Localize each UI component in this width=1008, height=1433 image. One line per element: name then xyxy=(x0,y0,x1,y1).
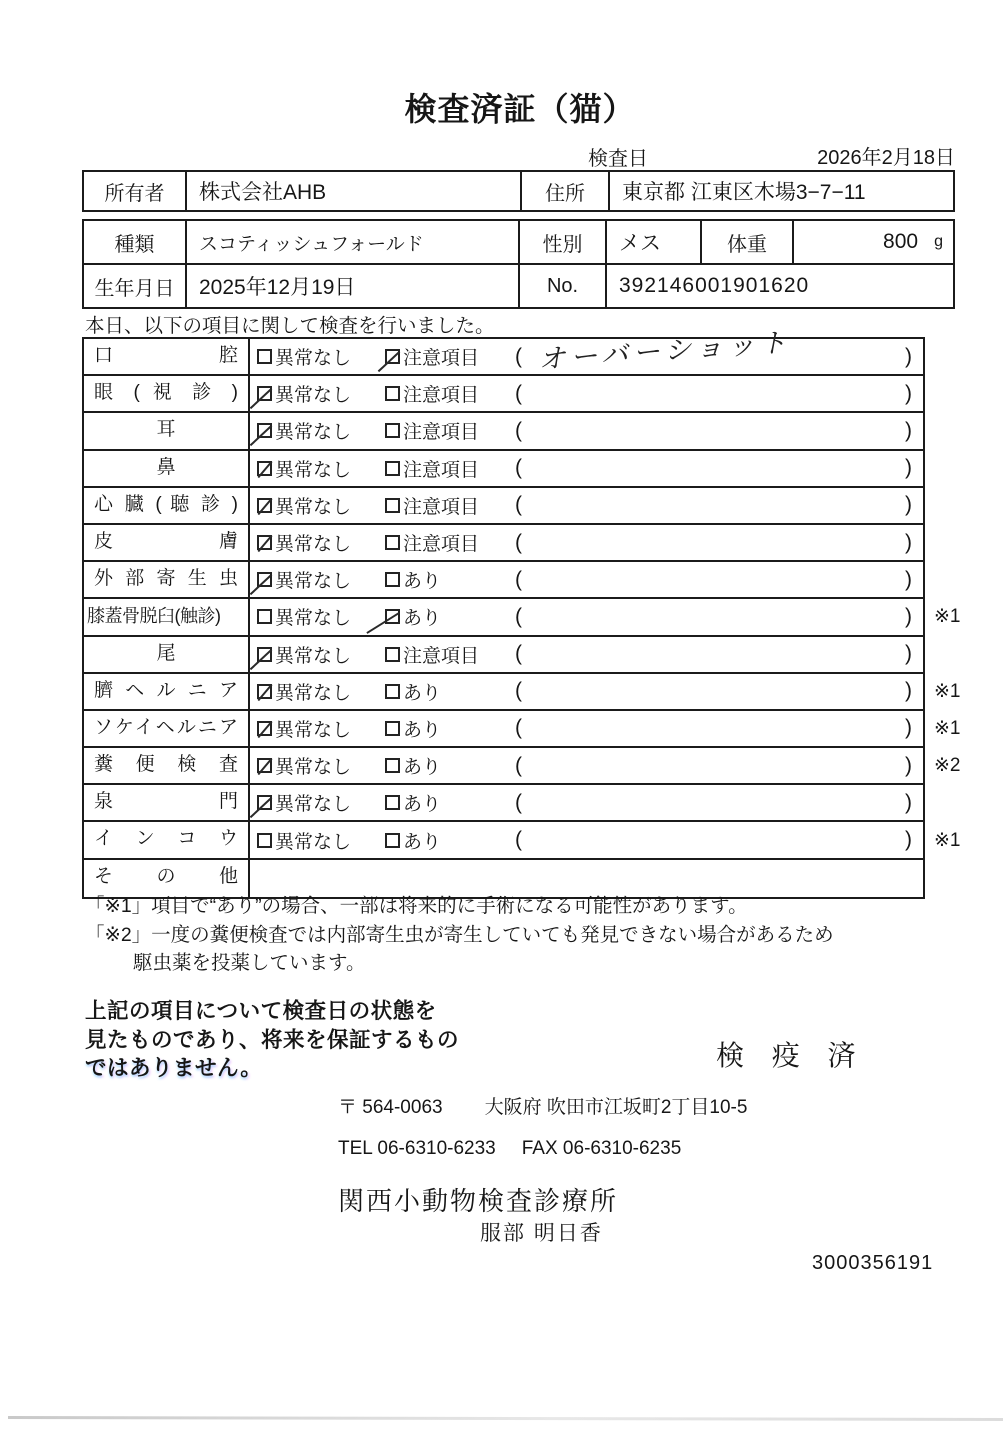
disclaimer-line: 上記の項目について検査日の状態を xyxy=(85,999,437,1023)
checkbox-icon xyxy=(257,386,272,401)
checklist-row xyxy=(84,413,923,450)
checklist-option xyxy=(385,413,479,448)
item-result-cell xyxy=(250,562,923,597)
paren-open: ( xyxy=(515,642,522,666)
quarantine-stamp: 検 疫 済 xyxy=(716,1040,866,1071)
paren-open: ( xyxy=(515,716,522,740)
checklist-option xyxy=(257,451,351,486)
item-result-cell xyxy=(250,637,923,672)
item-result-cell xyxy=(250,711,923,746)
checklist-option xyxy=(257,562,351,597)
checkbox-icon xyxy=(385,833,400,848)
item-label: 膝蓋骨脱臼(触診) xyxy=(84,599,250,634)
paren-close: ) xyxy=(905,418,912,442)
inspection-date-label: 検査日 xyxy=(588,148,648,170)
checkbox-icon xyxy=(385,684,400,699)
option-label: 異常なし xyxy=(275,831,352,853)
item-label: 泉 門 xyxy=(84,785,250,820)
pet-row-birth xyxy=(84,265,953,307)
checklist-option xyxy=(385,711,441,746)
checklist-row xyxy=(84,822,961,859)
checklist-option xyxy=(257,748,351,783)
option-label: あり xyxy=(403,794,442,816)
checkbox-icon xyxy=(257,572,272,587)
paren-close: ) xyxy=(905,790,912,814)
checklist-option xyxy=(257,488,351,523)
item-result-cell xyxy=(250,327,923,375)
checkbox-icon xyxy=(257,498,272,513)
checkmark-stroke xyxy=(257,758,272,775)
owner-row xyxy=(84,172,953,210)
paren-open: ( xyxy=(515,418,522,442)
footnote-line: 駆虫薬を投薬しています。 xyxy=(133,952,366,974)
footnotes xyxy=(85,892,834,978)
option-label: 異常なし xyxy=(275,608,352,630)
paren-open: ( xyxy=(515,790,522,814)
checkbox-icon xyxy=(257,833,272,848)
checkmark-stroke xyxy=(257,460,272,477)
checklist-row xyxy=(84,488,923,525)
checkbox-icon xyxy=(257,609,272,624)
item-result-cell xyxy=(250,451,923,486)
option-label: あり xyxy=(403,608,442,630)
checkbox-icon xyxy=(257,647,272,662)
inspection-date-value: 2026年2月18日 xyxy=(817,147,955,169)
clinic-postal: 〒 564-0063 xyxy=(338,1097,443,1118)
paren-close: ) xyxy=(905,753,912,777)
paren-open: ( xyxy=(515,604,522,628)
birth-value: 2025年12月19日 xyxy=(187,265,520,307)
birth-label: 生年月日 xyxy=(84,265,187,307)
checkbox-icon xyxy=(385,423,400,438)
checkmark-stroke xyxy=(257,684,272,701)
owner-table xyxy=(82,170,955,212)
owner-address: 東京都 江東区木場3−7−11 xyxy=(622,181,866,204)
option-label: 異常なし xyxy=(275,348,352,370)
checklist-option xyxy=(257,785,351,820)
checklist-row xyxy=(84,637,923,674)
item-result-cell xyxy=(250,674,923,709)
checklist-option xyxy=(257,413,351,448)
checkmark-stroke xyxy=(257,498,272,515)
option-label: あり xyxy=(403,757,442,779)
checklist-row xyxy=(84,748,961,785)
paren-open: ( xyxy=(515,344,522,368)
paren-open: ( xyxy=(515,530,522,554)
clinic-name: 関西小動物検査診療所 xyxy=(338,1186,619,1216)
weight-cell xyxy=(794,221,953,263)
option-label: 異常なし xyxy=(275,757,352,779)
breed-value: スコティッシュフォールド xyxy=(187,221,520,263)
disclaimer-line: 見たものであり、将来を保証するもの xyxy=(85,1027,460,1052)
option-label: あり xyxy=(403,719,442,741)
item-result-cell xyxy=(250,488,923,523)
checkmark-stroke xyxy=(250,648,273,669)
item-label: ソケイヘルニア xyxy=(84,711,250,746)
item-result-cell xyxy=(250,599,923,634)
option-label: 異常なし xyxy=(275,534,352,556)
option-label: 異常なし xyxy=(275,719,352,741)
footnote-mark: ※2 xyxy=(934,755,961,777)
item-result-cell xyxy=(250,748,923,783)
no-value: 392146001901620 xyxy=(619,274,810,297)
checklist-option xyxy=(385,488,479,523)
checklist-option xyxy=(257,674,351,709)
paren-close: ) xyxy=(905,642,912,666)
clinic-telfax-line xyxy=(338,1138,681,1160)
checklist-option xyxy=(257,637,351,672)
item-label: 口 腔 xyxy=(84,339,250,374)
paren-close: ) xyxy=(905,456,912,480)
option-label: 注意項目 xyxy=(403,422,480,444)
checkbox-icon xyxy=(257,349,272,364)
clinic-address: 大阪府 吹田市江坂町2丁目10-5 xyxy=(484,1097,748,1118)
option-label: 注意項目 xyxy=(403,534,480,556)
pet-row-breed xyxy=(84,221,953,265)
checkbox-icon xyxy=(385,758,400,773)
checkbox-icon xyxy=(257,721,272,736)
checklist-row xyxy=(84,451,923,488)
checkbox-icon xyxy=(385,721,400,736)
clinic-tel: TEL 06-6310-6233 xyxy=(338,1138,496,1159)
checklist-option xyxy=(385,674,441,709)
checklist-option xyxy=(257,822,351,857)
paren-close: ) xyxy=(905,679,912,703)
option-label: 注意項目 xyxy=(403,459,480,481)
item-label: そ の 他 xyxy=(84,860,250,897)
page-title: 検査済証（猫） xyxy=(404,91,636,127)
checkbox-icon xyxy=(385,461,400,476)
checklist-row xyxy=(84,711,961,748)
item-result-cell xyxy=(250,525,923,560)
checklist-option xyxy=(257,376,351,411)
checkbox-icon xyxy=(385,535,400,550)
item-result-cell xyxy=(250,413,923,448)
address-label: 住所 xyxy=(522,172,610,210)
footnote-mark: ※1 xyxy=(934,606,961,628)
paren-close: ) xyxy=(905,493,912,517)
checklist-option xyxy=(385,339,479,374)
footnote-line: 「※2」一度の糞便検査では内部寄生虫が寄生していても発見できない場合があるため xyxy=(85,923,834,946)
checkbox-icon xyxy=(385,647,400,662)
checkbox-icon xyxy=(385,386,400,401)
item-label: 鼻 xyxy=(84,451,250,486)
checklist-option xyxy=(385,822,441,857)
footnote-line: 「※1」項目で“あり”の場合、一部は将来的に手術になる可能性があります。 xyxy=(85,895,748,917)
weight-value: 800 xyxy=(883,230,919,253)
checkbox-icon xyxy=(257,795,272,810)
option-label: あり xyxy=(403,682,442,704)
disclaimer-line: ではありません。 xyxy=(85,1056,263,1080)
intro-text: 本日、以下の項目に関して検査を行いました。 xyxy=(85,315,495,337)
checklist-option xyxy=(257,525,351,560)
option-label: 注意項目 xyxy=(403,496,480,518)
sex-value: メス xyxy=(607,221,702,263)
option-label: 異常なし xyxy=(275,422,352,444)
checkbox-icon xyxy=(385,349,400,364)
veterinarian-name: 服部 明日香 xyxy=(480,1222,603,1245)
scan-artifact-line xyxy=(8,1416,1003,1421)
checklist-option xyxy=(385,785,441,820)
checklist-row xyxy=(84,376,923,413)
paren-open: ( xyxy=(515,493,522,517)
item-label: 心 臓 ( 聴 診 ) xyxy=(84,488,250,523)
paren-close: ) xyxy=(905,828,912,852)
option-label: 異常なし xyxy=(275,496,352,518)
paren-open: ( xyxy=(515,679,522,703)
item-label: 外 部 寄 生 虫 xyxy=(84,562,250,597)
paren-close: ) xyxy=(905,344,912,368)
option-label: 異常なし xyxy=(275,645,352,667)
option-label: 異常なし xyxy=(275,385,352,407)
serial-number: 3000356191 xyxy=(812,1252,934,1274)
option-label: 異常なし xyxy=(275,794,352,816)
item-label: 眼 ( 視 診 ) xyxy=(84,376,250,411)
option-label: あり xyxy=(403,571,442,593)
footnote-mark: ※1 xyxy=(934,829,961,851)
item-label: 尾 xyxy=(84,637,250,672)
checkbox-icon xyxy=(257,684,272,699)
item-result-cell xyxy=(250,785,923,820)
item-label: イ ン コ ウ xyxy=(84,822,250,857)
checklist-row xyxy=(84,599,961,636)
owner-name: 株式会社AHB xyxy=(187,172,522,210)
checkmark-stroke xyxy=(250,388,273,409)
clinic-address-line xyxy=(338,1092,747,1119)
checklist-option xyxy=(257,339,351,374)
checkmark-stroke xyxy=(250,797,273,818)
option-label: 注意項目 xyxy=(403,348,480,370)
owner-label: 所有者 xyxy=(84,172,187,210)
paren-close: ) xyxy=(905,604,912,628)
checkmark-stroke xyxy=(378,351,401,372)
checkbox-icon xyxy=(385,498,400,513)
paren-open: ( xyxy=(515,567,522,591)
checklist-option xyxy=(385,748,441,783)
paren-open: ( xyxy=(515,753,522,777)
checklist-row xyxy=(84,525,923,562)
weight-unit: g xyxy=(934,233,943,250)
paren-open: ( xyxy=(515,456,522,480)
pet-table xyxy=(82,219,955,309)
checklist-option xyxy=(385,376,479,411)
checklist-option xyxy=(385,451,479,486)
item-result-cell xyxy=(250,376,923,411)
handwritten-note: オーバーショット xyxy=(537,327,793,375)
checklist-row xyxy=(84,327,923,376)
checklist-option xyxy=(385,599,441,634)
clinic-fax: FAX 06-6310-6235 xyxy=(521,1138,682,1159)
paren-close: ) xyxy=(905,567,912,591)
checkbox-icon xyxy=(257,423,272,438)
checklist-row xyxy=(84,674,961,711)
checkmark-stroke xyxy=(257,721,272,738)
paren-open: ( xyxy=(515,381,522,405)
item-label: 糞 便 検 査 xyxy=(84,748,250,783)
checklist-option xyxy=(257,711,351,746)
breed-label: 種類 xyxy=(84,221,187,263)
option-label: 異常なし xyxy=(275,682,352,704)
weight-label: 体重 xyxy=(702,221,794,263)
sex-label: 性別 xyxy=(520,221,607,263)
checkbox-icon xyxy=(257,535,272,550)
checkmark-stroke xyxy=(250,425,273,446)
item-result-cell xyxy=(250,822,923,857)
paren-close: ) xyxy=(905,381,912,405)
checkbox-icon xyxy=(385,572,400,587)
checklist-option xyxy=(385,637,479,672)
option-label: 注意項目 xyxy=(403,645,480,667)
checklist-table xyxy=(82,327,961,899)
paren-open: ( xyxy=(515,828,522,852)
checkbox-icon xyxy=(257,758,272,773)
option-label: 異常なし xyxy=(275,459,352,481)
checklist-option xyxy=(257,599,351,634)
checkbox-icon xyxy=(385,795,400,810)
checklist-option xyxy=(385,562,441,597)
checkmark-stroke xyxy=(366,612,399,634)
checkmark-stroke xyxy=(257,535,272,552)
item-label: 皮 膚 xyxy=(84,525,250,560)
checklist-row xyxy=(84,562,923,599)
no-label: No. xyxy=(520,265,607,307)
checkbox-icon xyxy=(257,461,272,476)
option-label: 注意項目 xyxy=(403,385,480,407)
disclaimer xyxy=(85,997,459,1083)
option-label: 異常なし xyxy=(275,571,352,593)
option-label: あり xyxy=(403,831,442,853)
checkmark-stroke xyxy=(250,574,273,595)
footnote-mark: ※1 xyxy=(934,680,961,702)
checklist-row xyxy=(84,785,923,822)
paren-close: ) xyxy=(905,716,912,740)
checklist-option xyxy=(385,525,479,560)
item-label: 耳 xyxy=(84,413,250,448)
checkbox-icon xyxy=(385,609,400,624)
footnote-mark: ※1 xyxy=(934,717,961,739)
item-label: 臍 ヘ ル ニ ア xyxy=(84,674,250,709)
paren-close: ) xyxy=(905,530,912,554)
